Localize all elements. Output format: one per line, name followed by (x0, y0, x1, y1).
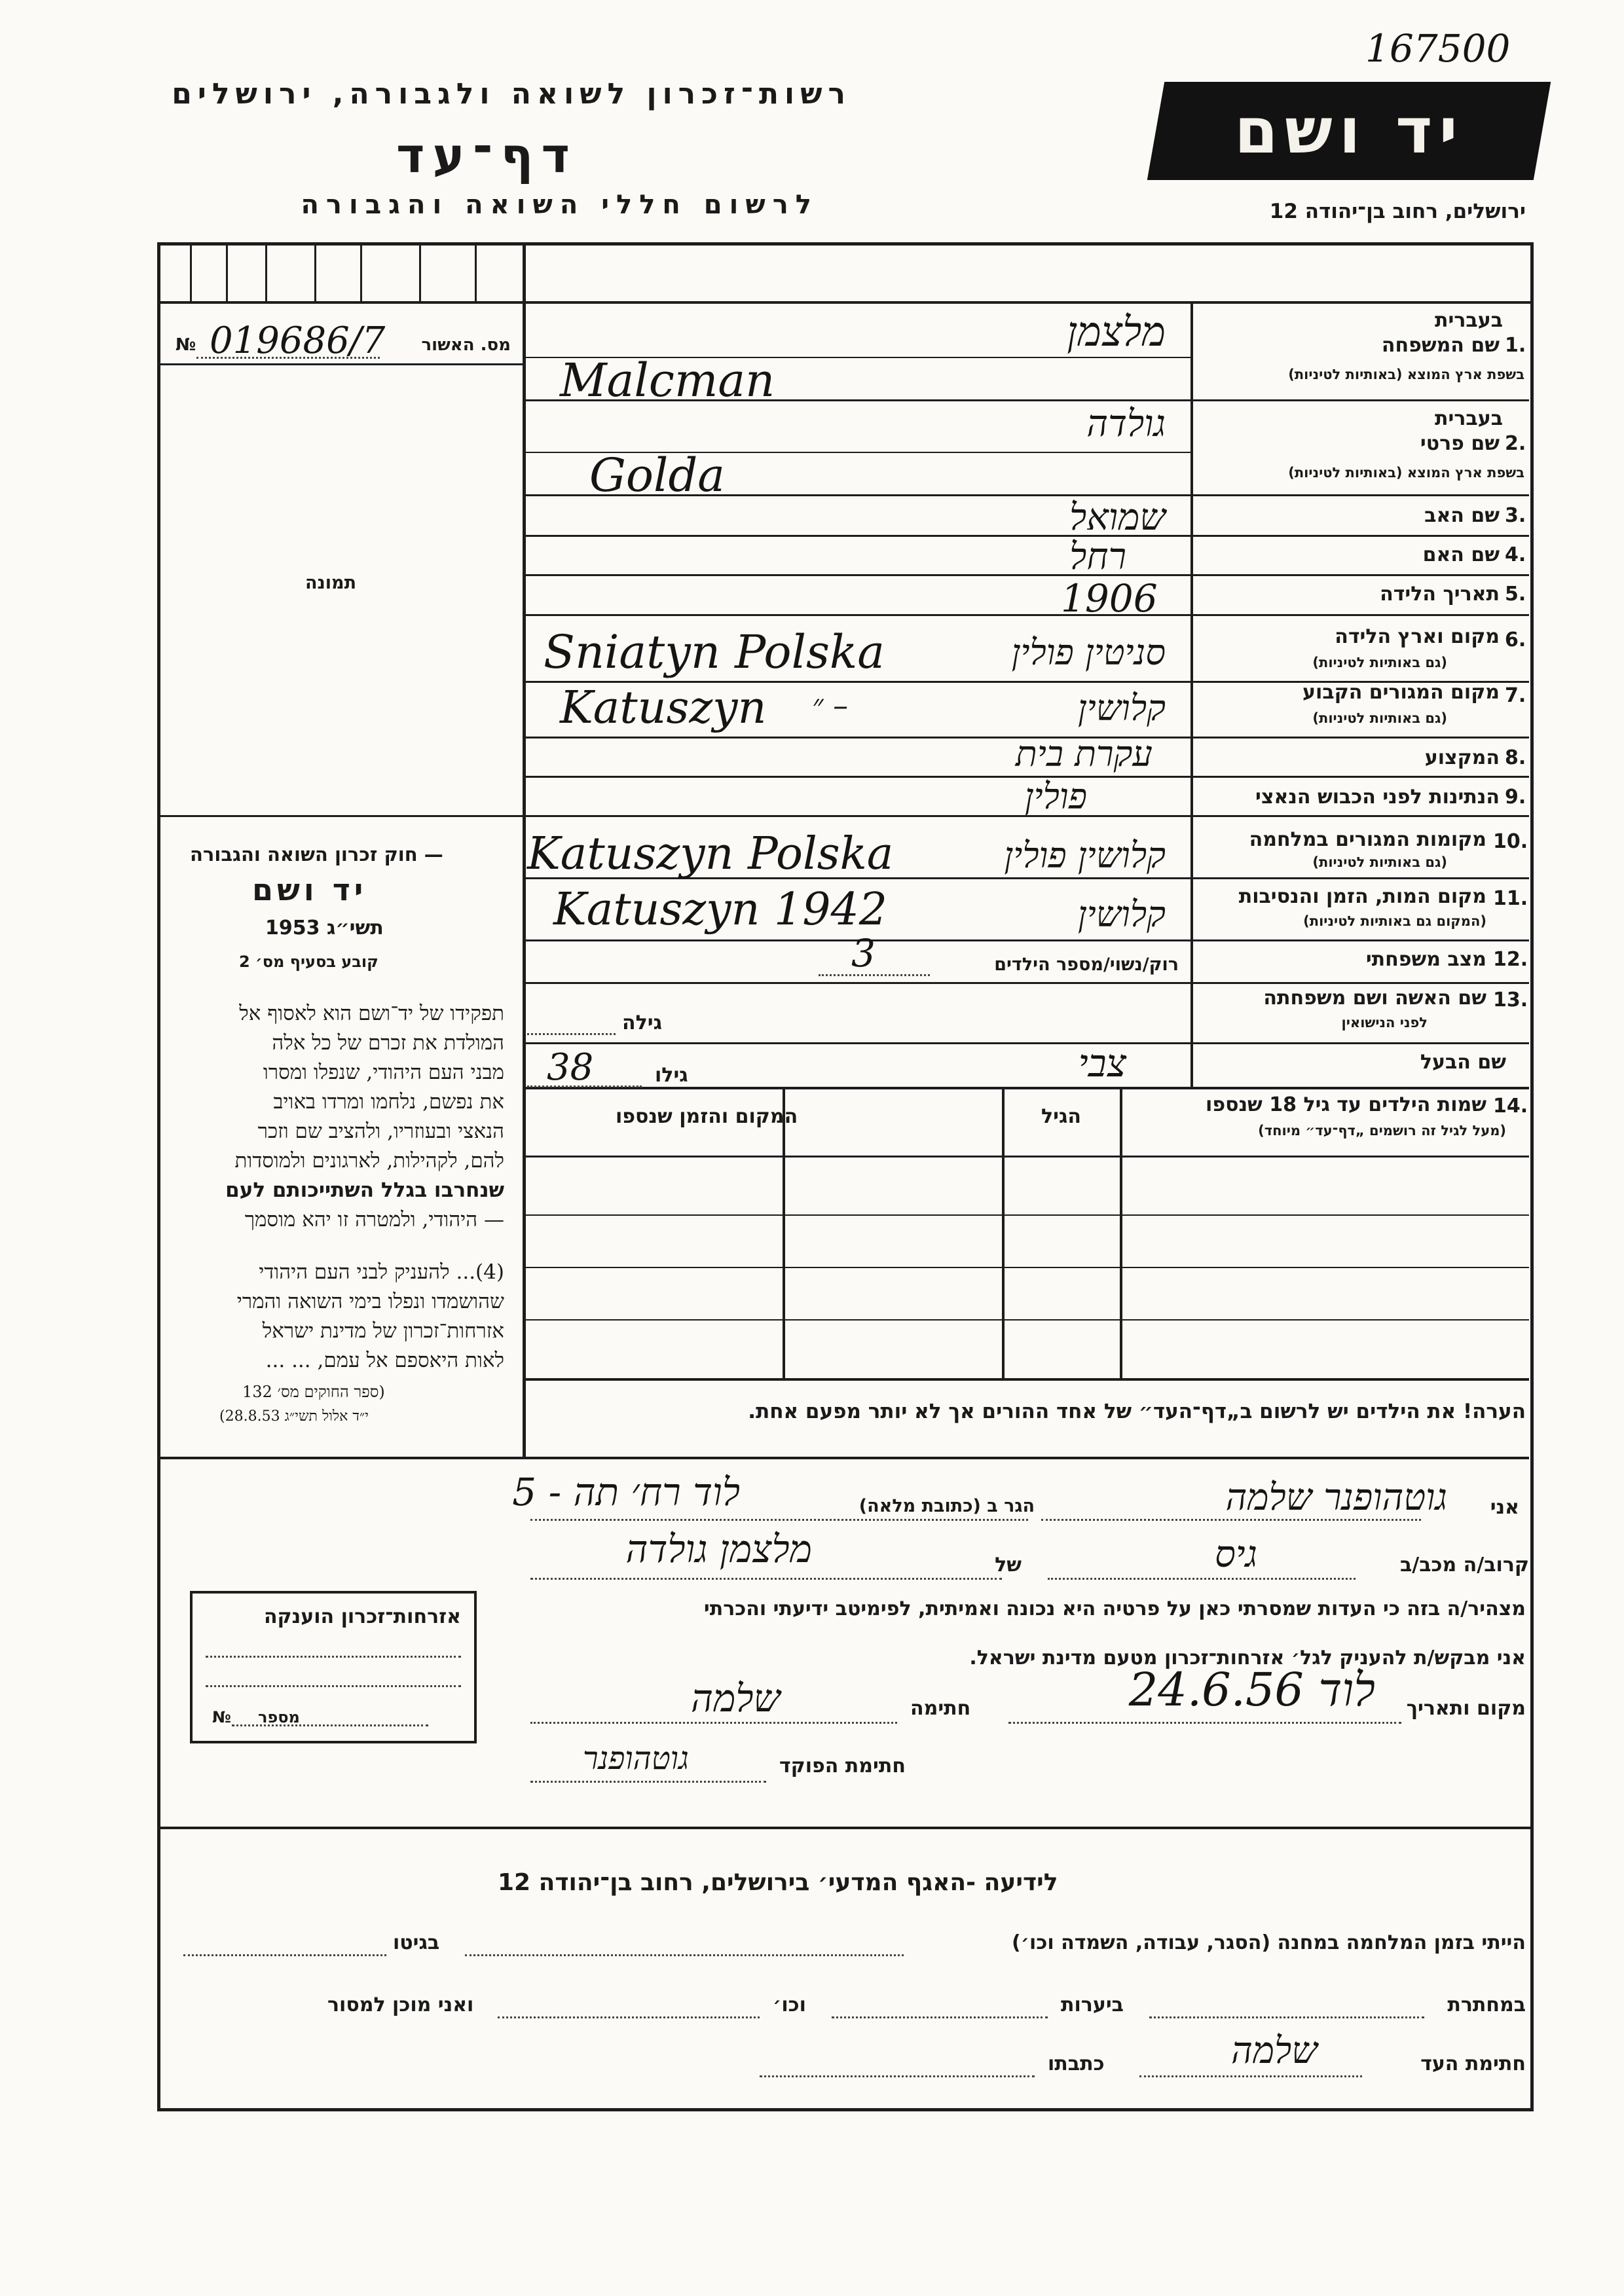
husband-age-value[interactable]: 38 (547, 1046, 594, 1089)
field-1-hebrew-tag: בעברית (1435, 309, 1503, 332)
law-line-1: — חוק זכרון השואה והגבורה (190, 843, 443, 866)
law-reference-2: י״ד אלול תשי״ג 28.8.53) (219, 1408, 369, 1425)
field-7-value-hebrew[interactable]: קלושין (1077, 687, 1166, 729)
field-2-value-hebrew[interactable]: גולדה (1086, 403, 1166, 445)
field-12-inline-label: רוק/נשוי/מספר הילדים (994, 955, 1179, 975)
law-text-line: המולדת את זכרם של כל אלה (272, 1031, 504, 1055)
law-line-4: קובע בסעיף מס׳ 2 (239, 953, 378, 971)
field-10-value-hebrew[interactable]: קלושין פולין (1004, 835, 1166, 876)
certificate-no-label: מס. האשור (421, 335, 511, 355)
footer-line1-a: הייתי בזמן המלחמה במחנה (הסגר, עבודה, השמדה וכו׳) (1012, 1931, 1526, 1954)
field-4-value[interactable]: רחל (1069, 536, 1126, 578)
field-12-number: 12. (1493, 948, 1528, 971)
field-1-value-hebrew[interactable]: מלצמן (1067, 308, 1166, 355)
field-7-sublabel: (גם באותיות לטיניות) (1312, 710, 1447, 726)
field-6-value-latin[interactable]: Sniatyn Polska (544, 625, 885, 679)
footer-line2-c: וכו׳ (773, 1994, 806, 2016)
officer-signature-label: חתימת הפוקד (779, 1755, 906, 1777)
form-frame (157, 242, 1534, 2111)
field-2-label: שם פרטי (1420, 432, 1500, 455)
declarant-address[interactable]: לוד רח׳ תה - 5 (512, 1470, 740, 1514)
declarant-name[interactable]: גוטהופנר שלמה (1225, 1476, 1447, 1519)
form-title: דף־עד (396, 128, 578, 184)
field-7-value-extra: ״ – (812, 687, 849, 723)
field-2-hebrew-tag: בעברית (1435, 407, 1503, 430)
law-text-line: — היהודי, ולמטרה זו יהא מוסמך (244, 1208, 504, 1231)
stamp-number-label: מספר (258, 1708, 300, 1726)
children-sublabel: (מעל לגיל זה רושמים „דף־עד״ מיוחד) (1258, 1123, 1506, 1139)
field-11-sublabel: (המקום גם באותיות לטיניות) (1303, 913, 1486, 929)
field-1-number: 1. (1505, 334, 1526, 357)
law-text-line: הנאצי ובעוזריו, ולהציב שם וזכר (257, 1120, 504, 1143)
field-11-label: מקום המות, הזמן והנסיבות (1238, 885, 1486, 908)
field-13-number: 13. (1493, 989, 1528, 1011)
field-10-number: 10. (1493, 830, 1528, 853)
signature-label: חתימה (910, 1697, 971, 1720)
field-13-label: שם האשה ושם משפחתה (1263, 987, 1486, 1010)
stamp-title: אזרחות־זכרון הוענקה (263, 1605, 461, 1628)
footer-line2-d: ואני מוכן למסור (327, 1994, 474, 2016)
field-2-number: 2. (1505, 432, 1526, 455)
field-3-label: שם האב (1424, 504, 1500, 527)
footer-line3-b: כתבתו (1048, 2052, 1105, 2075)
law-text-line: תפקידו של יד־ושם הוא לאסוף אל (239, 1002, 504, 1025)
footer-line1-b: בגיטו (393, 1931, 440, 1954)
field-11-value-hebrew[interactable]: קלושין (1077, 894, 1166, 935)
field-6-number: 6. (1505, 629, 1526, 651)
footer-witness-signature[interactable]: שלמה (1231, 2030, 1318, 2072)
address: ירושלים, רחוב בן־יהודה 12 (1269, 200, 1526, 223)
form-subtitle: לרשום חללי השואה והגבורה (301, 190, 819, 220)
declarant-relation-label: קרוב/ה מכב/ב (1399, 1554, 1529, 1576)
law-line-2: יד ושם (252, 872, 367, 907)
declarant-i-label: אני (1490, 1496, 1519, 1519)
declarant-of-value[interactable]: מלצמן גולדה (625, 1527, 812, 1571)
field-9-label: הנתינות לפני הכבוש הנאצי (1255, 786, 1500, 809)
law-text-line: מבני העם היהודי, שנפלו ומסרו (263, 1061, 504, 1084)
field-6-sublabel: (גם באותיות לטיניות) (1312, 655, 1447, 670)
field-1-sublabel: בשפת ארץ המוצא (באותיות לטיניות) (1288, 367, 1524, 382)
field-5-value[interactable]: 1906 (1061, 576, 1158, 621)
logo-text: יד ושם (1234, 94, 1464, 168)
field-4-label: שם האם (1422, 543, 1500, 566)
field-11-value-latin[interactable]: Katuszyn 1942 (553, 884, 888, 936)
place-date-label: מקום ותאריך (1406, 1697, 1526, 1720)
children-number: 14. (1493, 1095, 1528, 1118)
law-text-line: את נפשם, נלחמו ומרדו באויב (273, 1090, 504, 1114)
field-2-value-latin[interactable]: Golda (589, 448, 725, 502)
memorial-citizenship-stamp-box (190, 1591, 477, 1743)
law-text-line: להם, לקהילות, לארגונים ולמוסדות (234, 1149, 504, 1173)
field-3-number: 3. (1505, 504, 1526, 527)
law-text-line: שהושמדו ונפלו בימי השואה והמרי (236, 1290, 504, 1313)
husband-value[interactable]: צבי (1078, 1041, 1126, 1085)
field-6-value-hebrew[interactable]: סניטין פולין (1011, 632, 1166, 673)
field-5-number: 5. (1505, 583, 1526, 606)
field-1-value-latin[interactable]: Malcman (560, 354, 775, 407)
law-text-line: לאות היאספם אל עמם, ... ... (265, 1349, 504, 1372)
field-5-label: תאריך הלידה (1380, 583, 1500, 606)
field-6-label: מקום וארץ הלידה (1335, 625, 1500, 648)
field-7-value-latin[interactable]: Katuszyn (560, 682, 767, 734)
law-reference-1: (ספר החוקים מס׳ 132 (242, 1383, 385, 1401)
declarant-of-label: של (995, 1554, 1022, 1576)
field-11-number: 11. (1493, 887, 1528, 910)
certificate-no-symbol: № (175, 335, 196, 355)
children-label: שמות הילדים עד גיל 18 שנספו (1206, 1093, 1486, 1116)
field-9-value[interactable]: פולין (1024, 776, 1087, 817)
photo-label: תמונה (305, 573, 357, 593)
field-7-label: מקום המגורים הקבוע (1302, 681, 1500, 704)
declarant-address-label: הגר ב (כתובת מלאה) (858, 1496, 1035, 1516)
law-text-line: (4)... להעניק לבני העם היהודי (259, 1260, 504, 1284)
law-text-line: אזרחות־זכרון של מדינת ישראל (262, 1319, 504, 1343)
field-13-age-label: גילה (622, 1011, 662, 1034)
footer-line2-b: ביערות (1061, 1994, 1124, 2016)
children-col-age: הגיל (1041, 1105, 1081, 1128)
authority-line: רשות־זכרון לשואה ולגבורה, ירושלים (172, 77, 851, 111)
archive-number: 167500 (1365, 26, 1511, 71)
law-text-line: שנחרבו בגלל השתייכותם לעם (225, 1178, 504, 1202)
children-note: הערה! את הילדים יש לרשום ב„דף־העד״ של אחד ההורים אך לא יותר מפעם אחת. (748, 1400, 1526, 1423)
field-12-value[interactable]: 3 (851, 931, 876, 975)
request-text: אני מבקש/ת להעניק לגל׳ אזרחות־זכרון מטעם מדינת ישראל. (969, 1647, 1526, 1669)
field-8-value[interactable]: עקרת בית (1015, 733, 1153, 774)
husband-label: שם הבעל (1420, 1051, 1506, 1074)
field-3-value[interactable]: שמואל (1069, 496, 1166, 539)
declarant-relation[interactable]: גיס (1214, 1533, 1257, 1576)
field-10-sublabel: (גם באותיות לטיניות) (1312, 854, 1447, 870)
place-date-value[interactable]: לוד 24.6.56 (1128, 1663, 1375, 1717)
field-12-label: מצב משפחתי (1365, 948, 1486, 971)
certificate-no-value: 019686/7 (210, 319, 386, 362)
officer-signature-value[interactable]: גוטהופנר (583, 1740, 689, 1777)
stamp-number-symbol: № (212, 1708, 231, 1726)
field-7-number: 7. (1505, 684, 1526, 707)
yad-vashem-logo (1147, 82, 1551, 180)
footer-title: לידיעה -האגף המדעי׳ בירושלים, רחוב בן־יהודה 12 (498, 1869, 1058, 1896)
footer-line3-a: חתימת העד (1420, 2052, 1526, 2075)
field-10-value-latin[interactable]: Katuszyn Polska (527, 828, 894, 880)
footer-line2-a: במחתרת (1447, 1994, 1526, 2016)
field-1-label: שם המשפחה (1381, 334, 1500, 357)
field-9-number: 9. (1505, 786, 1526, 809)
signature-value[interactable]: שלמה (691, 1676, 781, 1721)
field-2-sublabel: בשפת ארץ המוצא (באותיות לטיניות) (1288, 465, 1524, 481)
field-13-sublabel: לפני הנישואין (1341, 1015, 1428, 1030)
field-8-number: 8. (1505, 746, 1526, 769)
children-col-place: המקום והזמן שנספו (616, 1105, 798, 1128)
law-line-3: תשי״ג 1953 (265, 917, 384, 939)
field-4-number: 4. (1505, 543, 1526, 566)
field-10-label: מקומות המגורים במלחמה (1249, 828, 1486, 851)
declaration-text: מצהיר/ה בזה כי העדות שמסרתי כאן על פרטיה היא נכונה ואמיתית, לפימיטב ידיעתי והכרתי (703, 1597, 1526, 1620)
field-8-label: המקצוע (1424, 746, 1500, 769)
husband-age-label: גילו (655, 1064, 688, 1087)
